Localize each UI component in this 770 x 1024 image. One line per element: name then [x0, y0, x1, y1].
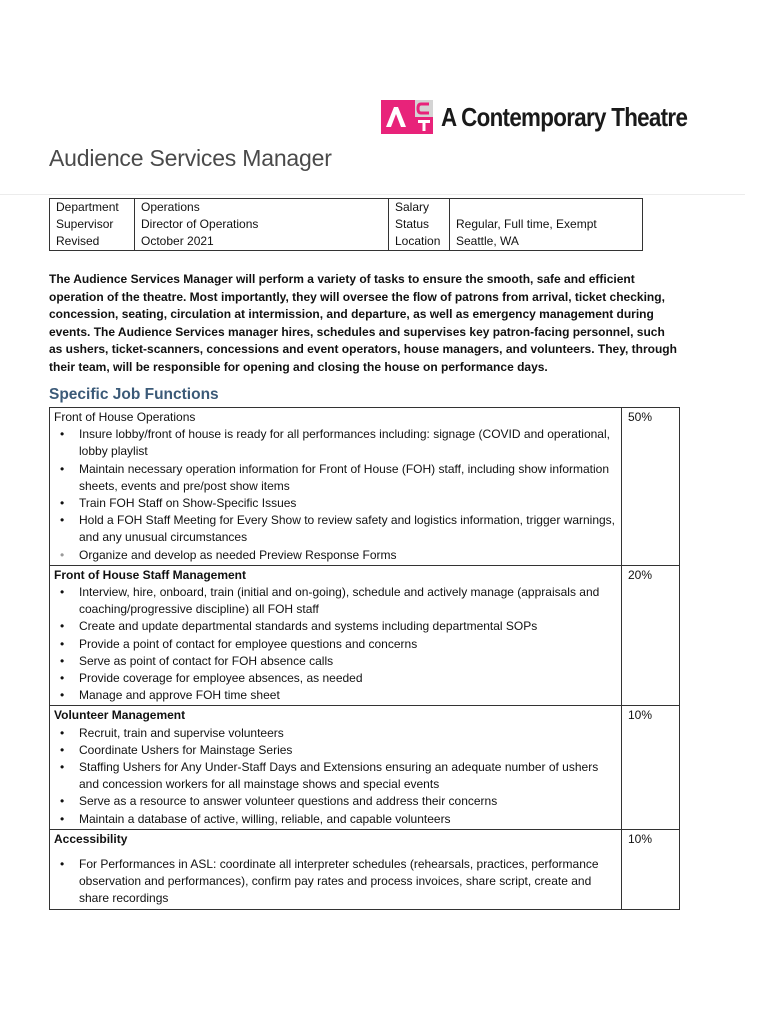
- spacer: [54, 848, 618, 856]
- task-item: • Maintain necessary operation information for Front of House (FOH) staff, including show information sheets, events and pre/post show items: [54, 461, 618, 495]
- task-item: • Recruit, train and supervise volunteers: [54, 725, 618, 742]
- task-item: • Coordinate Ushers for Mainstage Series: [54, 742, 618, 759]
- task-item: • Provide a point of contact for employee questions and concerns: [54, 636, 618, 653]
- info-value: Seattle, WA: [450, 233, 643, 251]
- info-value: Director of Operations: [135, 216, 389, 233]
- section-heading: Specific Job Functions: [49, 386, 219, 403]
- position-info-table: [49, 198, 643, 251]
- info-row: [50, 199, 643, 217]
- task-item: • Insure lobby/front of house is ready for all performances including: signage (COVID and operational, lobby playlist: [54, 426, 618, 460]
- info-label: Location: [389, 233, 450, 251]
- act-logo-icon: [381, 100, 433, 134]
- function-row: [50, 408, 680, 566]
- function-name: Front of House Operations: [54, 410, 196, 424]
- task-item: • Serve as point of contact for FOH absence calls: [54, 653, 618, 670]
- function-percent: 10%: [622, 706, 680, 829]
- function-row: [50, 565, 680, 706]
- task-item: • Interview, hire, onboard, train (initial and on-going), schedule and actively manage (appraisals and coaching/progressive discipline) all FOH staff: [54, 584, 618, 618]
- info-row: [50, 216, 643, 233]
- info-label: Department: [50, 199, 135, 217]
- info-label: Revised: [50, 233, 135, 251]
- function-cell: [50, 565, 622, 706]
- task-item: • Manage and approve FOH time sheet: [54, 687, 618, 704]
- task-item: • Serve as a resource to answer volunteer questions and address their concerns: [54, 793, 618, 810]
- task-item: • For Performances in ASL: coordinate all interpreter schedules (rehearsals, practices, performance observation and performances), confirm pay rates and process invoices, share script, create and share recordings: [54, 856, 618, 908]
- function-task-list: [54, 856, 618, 908]
- info-value: Regular, Full time, Exempt: [450, 216, 643, 233]
- task-item: • Train FOH Staff on Show-Specific Issues: [54, 495, 618, 512]
- function-cell: [50, 829, 622, 909]
- function-percent: 20%: [622, 565, 680, 706]
- info-value: [450, 199, 643, 217]
- function-name: Volunteer Management: [54, 708, 186, 723]
- function-task-list: [54, 426, 618, 564]
- page-title: Audience Services Manager: [49, 145, 332, 171]
- info-label: Salary: [389, 199, 450, 217]
- function-task-list: [54, 584, 618, 704]
- task-item: • Staffing Ushers for Any Under-Staff Days and Extensions ensuring an adequate number of ushers and concession workers for all mainstage shows and special events: [54, 759, 618, 793]
- info-row: [50, 233, 643, 251]
- task-item: • Create and update departmental standards and systems including departmental SOPs: [54, 618, 618, 635]
- function-name: Front of House Staff Management: [54, 567, 247, 582]
- task-item: • Organize and develop as needed Preview Response Forms: [54, 547, 618, 564]
- info-value: Operations: [135, 199, 389, 217]
- function-name: Accessibility: [54, 831, 128, 846]
- info-label: Status: [389, 216, 450, 233]
- task-item: • Provide coverage for employee absences, as needed: [54, 670, 618, 687]
- function-row: [50, 829, 680, 909]
- company-name: A Contemporary Theatre: [441, 101, 688, 132]
- function-task-list: [54, 725, 618, 828]
- info-label: Supervisor: [50, 216, 135, 233]
- intro-paragraph: The Audience Services Manager will perform a variety of tasks to ensure the smooth, safe and efficient operation of the theatre. Most importantly, they will oversee the flow of patrons from arrival, ticket checking, concession, seating, circulation at intermission, and departure, as well as emergency management during events. The Audience Services manager hires, schedules and supervises key patron-facing personnel, such as ushers, ticket-scanners, concessions and event operators, house managers, and volunteers. They, through their team, will be responsible for opening and closing the house on performance days.: [49, 272, 677, 374]
- job-functions-table: [49, 407, 680, 910]
- function-cell: [50, 408, 622, 566]
- function-cell: [50, 706, 622, 829]
- company-logo: [381, 100, 727, 134]
- function-row: [50, 706, 680, 829]
- function-percent: 10%: [622, 829, 680, 909]
- title-divider: [0, 194, 745, 195]
- task-item: • Maintain a database of active, willing, reliable, and capable volunteers: [54, 811, 618, 828]
- info-value: October 2021: [135, 233, 389, 251]
- function-percent: 50%: [622, 408, 680, 566]
- task-item: • Hold a FOH Staff Meeting for Every Show to review safety and logistics information, trigger warnings, and any unusual circumstances: [54, 512, 618, 546]
